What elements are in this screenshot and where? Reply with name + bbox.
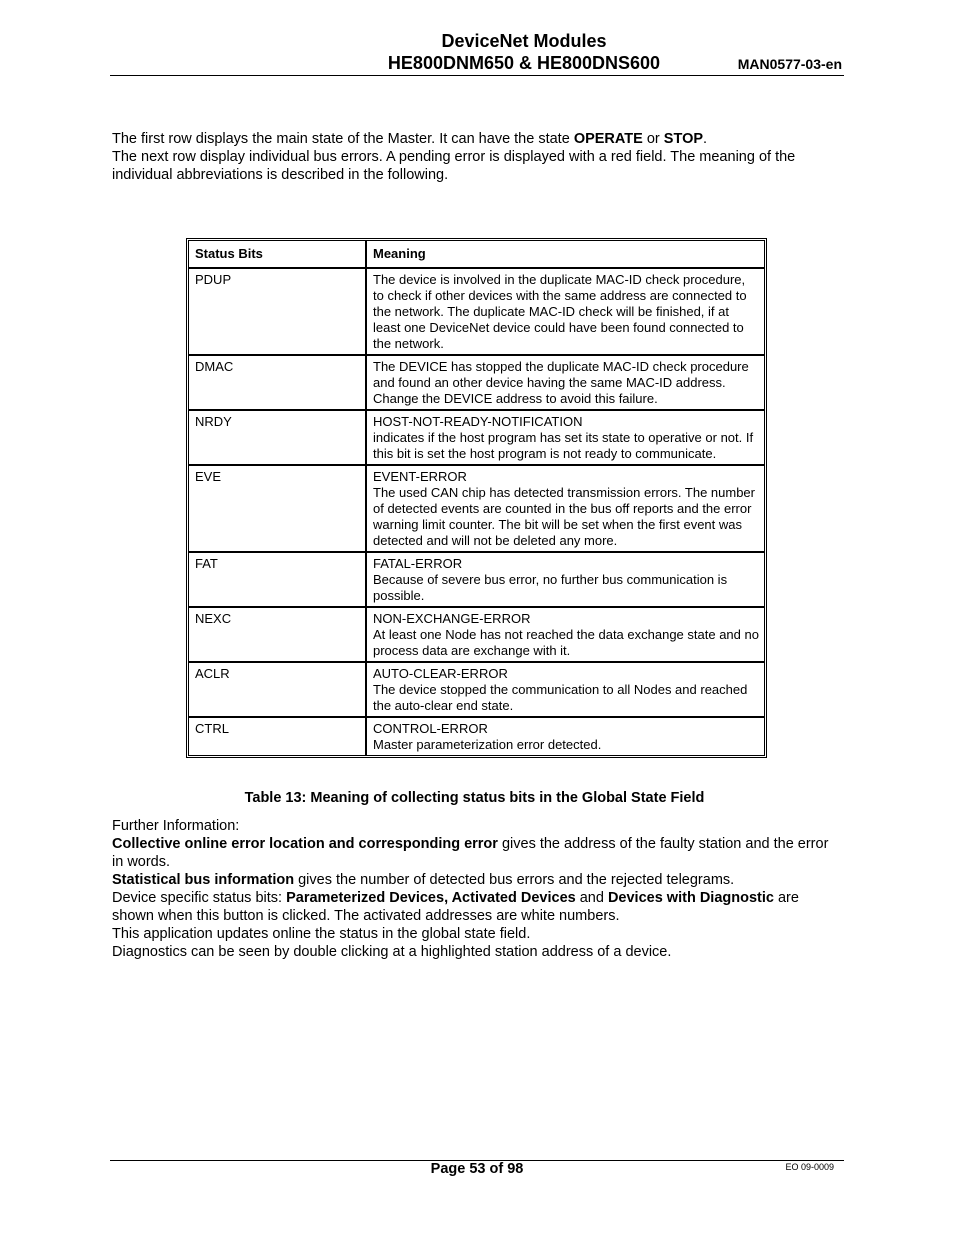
table-row <box>188 607 765 662</box>
meaning-text: indicates if the host program has set its state to operative or not. If this bit is set the host program is not ready to communicate. <box>373 430 754 461</box>
intro-text-2: The next row display individual bus errors. A pending error is displayed with a red field. The meaning of the individual abbreviations is described in the following. <box>112 149 796 183</box>
status-bit-cell: PDUP <box>188 268 366 355</box>
bold-text: Devices with Diagnostic <box>607 890 774 906</box>
table-row <box>188 410 765 465</box>
meaning-text: The DEVICE has stopped the duplicate MAC-ID check procedure and found an other device having the same MAC-ID address. Change the DEVICE address to avoid this failure. <box>373 359 749 406</box>
meaning-text: The used CAN chip has detected transmission errors. The number of detected events are counted in the bus off reports and the error warning limit counter. The bit will be set when the first event was detected and will not be deleted any more. <box>373 485 755 548</box>
intro-text: The first row displays the main state of the Master. It can have the state <box>112 131 574 147</box>
meaning-text: At least one Node has not reached the data exchange state and no process data are exchange with it. <box>373 627 759 658</box>
status-bits-table <box>186 238 767 758</box>
meaning-cell <box>366 465 765 552</box>
title-line-2: HE800DNM650 & HE800DNS600 <box>387 53 661 73</box>
further-para-5: Diagnostics can be seen by double clicking at a highlighted station address of a device. <box>112 944 672 960</box>
meaning-title: FATAL-ERROR <box>373 556 463 571</box>
table-row <box>188 552 765 607</box>
page-number: Page 53 of 98 <box>430 1161 524 1177</box>
meaning-text: The device stopped the communication to all Nodes and reached the auto-clear end state. <box>373 682 748 713</box>
text: and <box>575 890 608 906</box>
meaning-cell <box>366 410 765 465</box>
meaning-cell <box>366 662 765 717</box>
meaning-text: Because of severe bus error, no further bus communication is possible. <box>373 572 728 603</box>
table-row <box>188 662 765 717</box>
status-bit-cell: EVE <box>188 465 366 552</box>
meaning-title: HOST-NOT-READY-NOTIFICATION <box>373 414 583 429</box>
table-row <box>188 465 765 552</box>
meaning-cell <box>366 607 765 662</box>
status-bit-cell: NEXC <box>188 607 366 662</box>
column-header-meaning: Meaning <box>366 240 765 268</box>
meaning-text: Master parameterization error detected. <box>373 737 602 752</box>
text: gives the address of the faulty station and the error in words. <box>112 836 829 870</box>
table-header-row <box>188 240 765 268</box>
table-caption: Table 13: Meaning of collecting status bits in the Global State Field <box>244 790 705 806</box>
doc-number: MAN0577-03-en <box>737 56 842 72</box>
status-bit-cell: ACLR <box>188 662 366 717</box>
text: are shown when this button is clicked. The activated addresses are white numbers. <box>112 890 799 924</box>
state-stop: STOP <box>663 131 704 147</box>
header-rule <box>110 75 844 76</box>
column-header-status-bits: Status Bits <box>188 240 366 268</box>
title-line-1: DeviceNet Modules <box>441 31 607 51</box>
meaning-cell <box>366 355 765 410</box>
further-para-4: This application updates online the status in the global state field. <box>112 926 531 942</box>
eo-number: EO 09-0009 <box>785 1162 834 1172</box>
further-para-1 <box>112 835 842 871</box>
meaning-title: EVENT-ERROR <box>373 469 467 484</box>
meaning-title: CONTROL-ERROR <box>373 721 488 736</box>
bold-text: Statistical bus information <box>112 872 295 888</box>
further-para-2 <box>112 871 842 889</box>
intro-text: or <box>642 131 664 147</box>
state-operate: OPERATE <box>573 131 643 147</box>
text: gives the number of detected bus errors and the rejected telegrams. <box>294 872 735 888</box>
further-information <box>112 817 842 961</box>
meaning-cell <box>366 268 765 355</box>
table-row <box>188 717 765 756</box>
intro-paragraph <box>112 130 842 184</box>
text: Device specific status bits: <box>112 890 287 906</box>
bold-text: Collective online error location and corresponding error <box>112 836 498 852</box>
further-label: Further Information: <box>112 818 240 834</box>
further-para-3 <box>112 889 842 925</box>
intro-text: . <box>703 131 708 147</box>
meaning-cell <box>366 552 765 607</box>
status-bit-cell: CTRL <box>188 717 366 756</box>
meaning-cell <box>366 717 765 756</box>
status-bit-cell: DMAC <box>188 355 366 410</box>
meaning-text: The device is involved in the duplicate MAC-ID check procedure, to check if other devices with the same address are connected to the network. The duplicate MAC-ID check will be finished, if at least one DeviceNet device could have been found connected to the network. <box>373 272 747 351</box>
status-bit-cell: NRDY <box>188 410 366 465</box>
bold-text: Parameterized Devices, Activated Devices <box>286 890 576 906</box>
status-bit-cell: FAT <box>188 552 366 607</box>
table-row <box>188 268 765 355</box>
table-row <box>188 355 765 410</box>
meaning-title: NON-EXCHANGE-ERROR <box>373 611 531 626</box>
meaning-title: AUTO-CLEAR-ERROR <box>373 666 508 681</box>
